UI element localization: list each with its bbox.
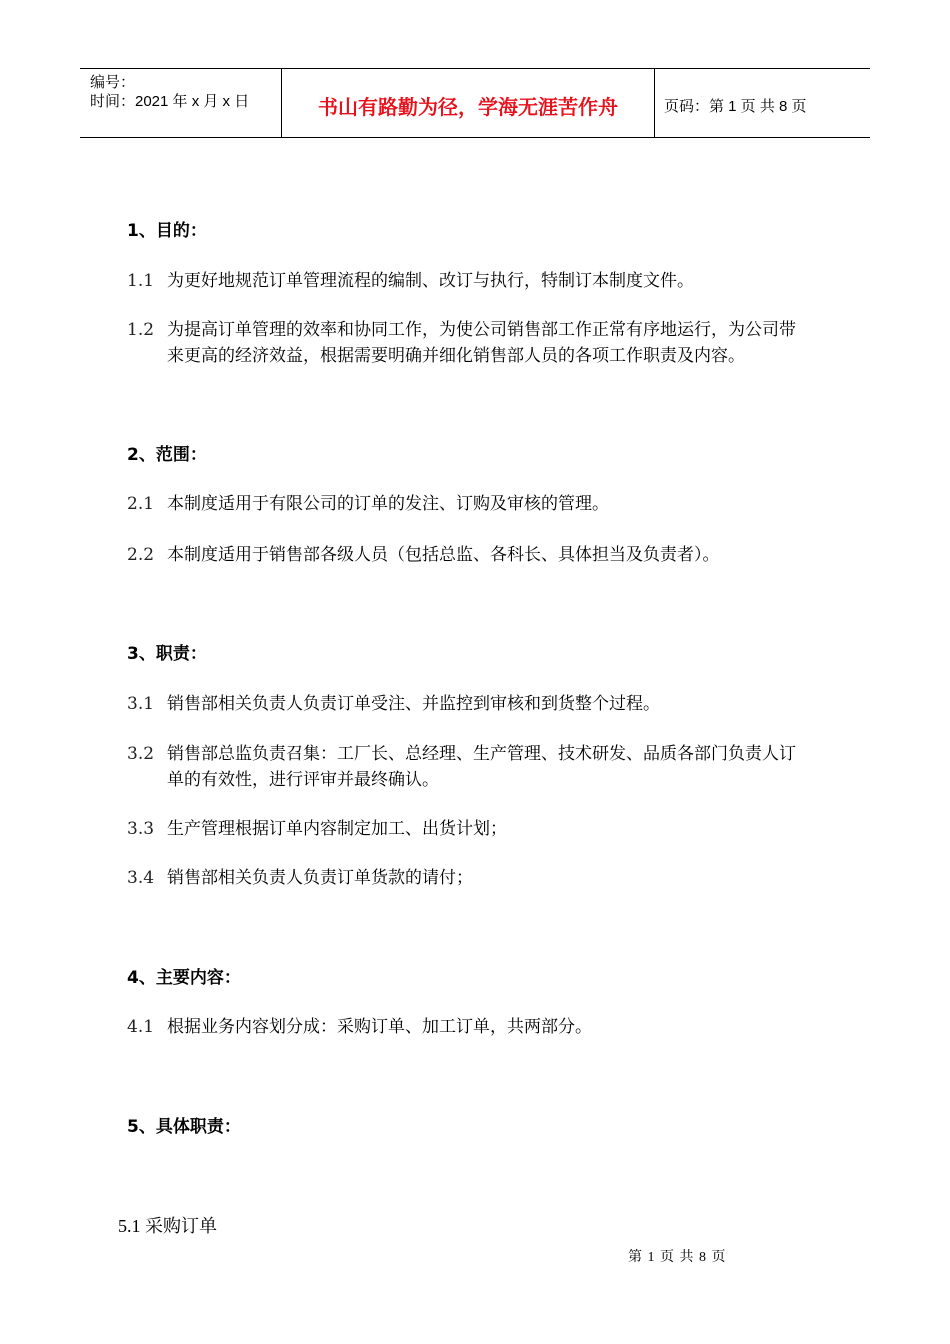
clause (127, 690, 660, 718)
clause-number: 4.1 (127, 1017, 155, 1037)
clause-number: 3.3 (127, 819, 155, 839)
clause-number: 1.1 (127, 271, 155, 291)
clause-number: 2.2 (127, 545, 155, 565)
clause (127, 316, 796, 344)
section-title: 5、具体职责： (127, 1117, 241, 1137)
header-left-cell (80, 69, 282, 137)
section-title: 2、范围： (127, 445, 207, 465)
clause (127, 815, 507, 843)
clause-text: 为提高订单管理的效率和协同工作，为使公司销售部工作正常有序地运行，为公司带 (167, 320, 796, 340)
clause-number: 1.2 (127, 320, 155, 340)
header-table (80, 68, 870, 138)
clause (127, 267, 694, 295)
clause (127, 864, 473, 892)
clause-text: 根据业务内容划分成：采购订单、加工订单，共两部分。 (167, 1017, 592, 1037)
clause-continuation: 单的有效性，进行评审并最终确认。 (167, 770, 439, 790)
clause (127, 490, 609, 518)
section-title: 4、主要内容： (127, 968, 241, 988)
time-label: 时间：2021 年 x 月 x 日 (90, 93, 250, 110)
clause-text: 销售部总监负责召集：工厂长、总经理、生产管理、技术研发、品质各部门负责人订 (167, 744, 796, 764)
clause-number: 3.1 (127, 694, 155, 714)
clause-number: 3.2 (127, 744, 155, 764)
clause-number: 3.4 (127, 868, 155, 888)
clause-text: 本制度适用于销售部各级人员（包括总监、各科长、具体担当及负责者）。 (167, 545, 720, 565)
clause (127, 740, 796, 768)
subsection-title: 5.1 采购订单 (118, 1216, 217, 1236)
clause-text: 销售部相关负责人负责订单受注、并监控到审核和到货整个过程。 (167, 694, 660, 714)
clause-text: 销售部相关负责人负责订单货款的请付； (167, 868, 473, 888)
clause-continuation: 来更高的经济效益，根据需要明确并细化销售部人员的各项工作职责及内容。 (167, 346, 745, 366)
clause-text: 为更好地规范订单管理流程的编制、改订与执行，特制订本制度文件。 (167, 271, 694, 291)
clause (127, 1013, 592, 1041)
motto: 书山有路勤为径，学海无涯苦作舟 (282, 69, 655, 137)
clause-text: 生产管理根据订单内容制定加工、出货计划； (167, 819, 507, 839)
number-label: 编号： (90, 74, 136, 91)
page-label: 页码：第 1 页 共 8 页 (664, 97, 807, 115)
page-footer: 第 1 页 共 8 页 (628, 1250, 727, 1265)
clause (127, 541, 720, 569)
clause-number: 2.1 (127, 494, 155, 514)
section-title: 3、职责： (127, 644, 207, 664)
clause-text: 本制度适用于有限公司的订单的发注、订购及审核的管理。 (167, 494, 609, 514)
section-title: 1、目的： (127, 221, 207, 241)
